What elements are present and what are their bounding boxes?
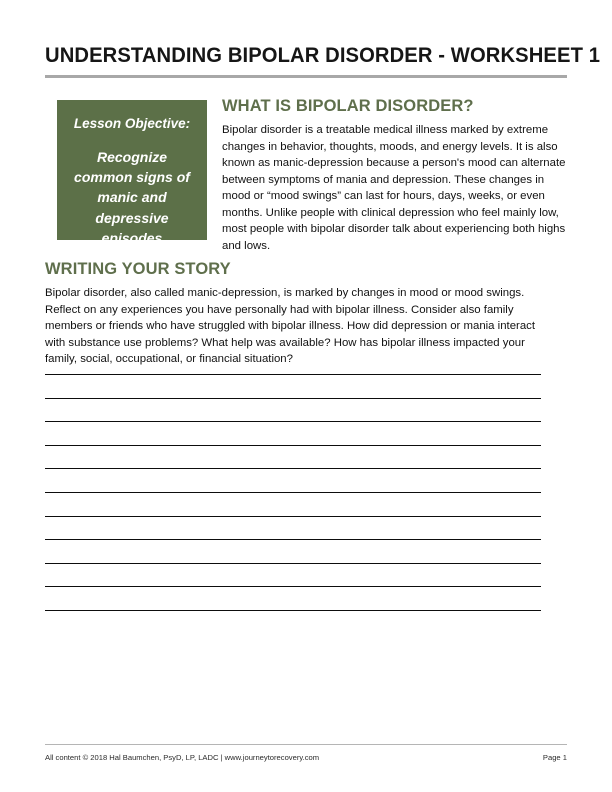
write-line[interactable] bbox=[45, 610, 541, 611]
write-line[interactable] bbox=[45, 468, 541, 469]
write-line[interactable] bbox=[45, 421, 541, 422]
page-footer bbox=[45, 753, 567, 762]
write-line[interactable] bbox=[45, 492, 541, 493]
info-section-heading: WHAT IS BIPOLAR DISORDER? bbox=[222, 97, 474, 115]
writing-section-prompt: Bipolar disorder, also called manic-depression, is marked by changes in mood or mood swings. Reflect on any experiences you have personally had with bipolar illness. Consider also family members or friends who have struggled with bipolar illness. How did depression or mania interact with substance use problems? What help was available? How has bipolar illness impacted your family, social, occupational, or financial situation? bbox=[45, 287, 536, 366]
lesson-objective-label: Lesson Objective: bbox=[73, 116, 191, 131]
page-title: UNDERSTANDING BIPOLAR DISORDER - WORKSHEET 1 bbox=[45, 43, 601, 67]
writing-lines[interactable] bbox=[45, 374, 541, 611]
writing-section-heading: WRITING YOUR STORY bbox=[45, 260, 231, 278]
header-divider bbox=[45, 75, 567, 78]
info-section bbox=[222, 97, 570, 254]
page-header bbox=[45, 43, 601, 78]
write-line[interactable] bbox=[45, 586, 541, 587]
footer-credit: All content © 2018 Hal Baumchen, PsyD, LP, LADC | www.journeytorecovery.com bbox=[45, 753, 320, 762]
info-section-paragraph: Bipolar disorder is a treatable medical illness marked by extreme changes in behavior, thoughts, moods, and energy levels. It is also known as manic-depression because a person's mood can alternate between symptoms of mania and depression. These changes in mood or “mood swings” can last for hours, days, weeks, or even months. Unlike people with clinical depression who feel mainly low, most people with bipolar disorder talk about experiencing both highs and lows. bbox=[222, 124, 566, 252]
lesson-objective-box bbox=[57, 100, 207, 247]
write-line[interactable] bbox=[45, 445, 541, 446]
footer-divider bbox=[45, 744, 567, 745]
write-line[interactable] bbox=[45, 374, 541, 375]
write-line[interactable] bbox=[45, 563, 541, 564]
writing-section bbox=[45, 260, 545, 368]
footer-page-number: Page 1 bbox=[542, 753, 567, 762]
lesson-objective-text: Recognize common signs of manic and depressive episodes bbox=[74, 148, 190, 247]
write-line[interactable] bbox=[45, 516, 541, 517]
write-line[interactable] bbox=[45, 398, 541, 399]
write-line[interactable] bbox=[45, 539, 541, 540]
